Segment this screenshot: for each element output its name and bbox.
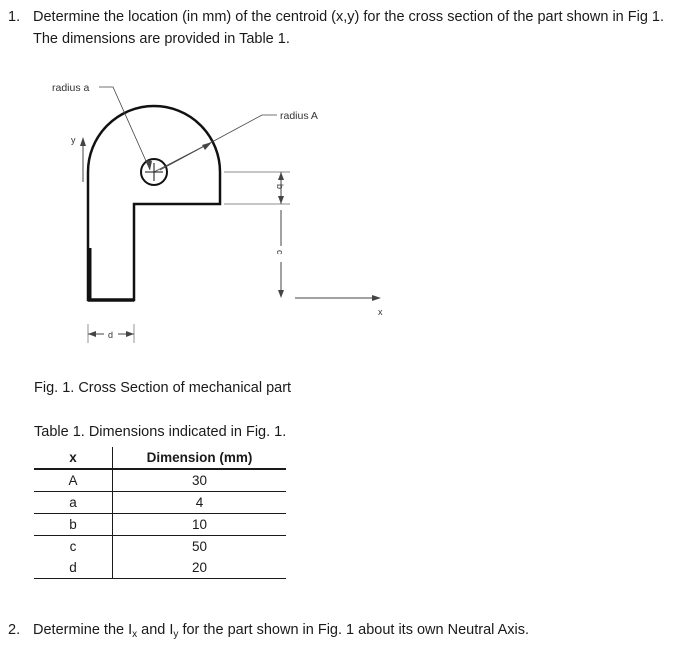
table-cell-label: b: [34, 514, 113, 536]
table-cell-label: c: [34, 536, 113, 558]
label-radius-A: radius A: [280, 110, 318, 122]
label-b: b: [275, 184, 285, 190]
figure-caption: Fig. 1. Cross Section of mechanical part: [34, 380, 292, 396]
question-2-text: [33, 622, 529, 640]
table-cell-label: d: [34, 557, 113, 579]
d-dim-arrow-left: [88, 331, 96, 337]
radius-A-arrowhead: [202, 142, 212, 150]
table-row: [34, 469, 286, 492]
table-header-x: x: [34, 447, 113, 469]
label-y-axis: y: [71, 135, 76, 145]
table-row: [34, 536, 286, 558]
question-1-text: Determine the location (in mm) of the centroid (x,y) for the cross section of the part shown in Fig 1. The dimensions are provided in Table 1.: [33, 9, 665, 47]
dimensions-table: [34, 447, 286, 579]
label-radius-a: radius a: [52, 82, 90, 94]
table-cell-value: 20: [113, 557, 287, 579]
cross-section-figure: [40, 70, 440, 370]
table-header-row: [34, 447, 286, 469]
label-d: d: [108, 330, 114, 340]
radius-A-line: [154, 143, 210, 172]
subscript-y: y: [173, 629, 179, 640]
table-row: [34, 514, 286, 536]
d-dim-arrow-right: [126, 331, 134, 337]
part-outline: [88, 106, 220, 300]
x-axis-arrowhead: [372, 295, 381, 301]
table-cell-label: A: [34, 469, 113, 492]
table-caption: Table 1. Dimensions indicated in Fig. 1.: [34, 424, 287, 440]
table-cell-value: 30: [113, 469, 287, 492]
question-2-text-before: Determine the I: [33, 622, 133, 638]
table-row: [34, 557, 286, 579]
table-cell-label: a: [34, 492, 113, 514]
y-axis-arrowhead: [80, 137, 86, 146]
question-2-text-after: for the part shown in Fig. 1 about its own Neutral Axis.: [178, 622, 530, 638]
table-cell-value: 10: [113, 514, 287, 536]
table-cell-value: 50: [191, 539, 208, 554]
radius-a-arrowhead: [145, 160, 152, 170]
b-dim-arrow-top: [278, 172, 284, 180]
c-dim-arrow-bottom: [278, 290, 284, 298]
subscript-x: x: [132, 629, 138, 640]
table-row: [34, 492, 286, 514]
question-1-number: 1.: [8, 9, 21, 25]
table-cell-value: 4: [113, 492, 287, 514]
label-c: c: [275, 250, 285, 255]
label-x-axis: x: [378, 307, 383, 317]
b-dim-arrow-bottom: [278, 196, 284, 204]
question-2-text-mid: and I: [137, 622, 174, 638]
radius-a-leader: [99, 87, 150, 170]
table-header-dimension: Dimension (mm): [113, 447, 287, 469]
question-2-number: 2.: [8, 622, 21, 638]
